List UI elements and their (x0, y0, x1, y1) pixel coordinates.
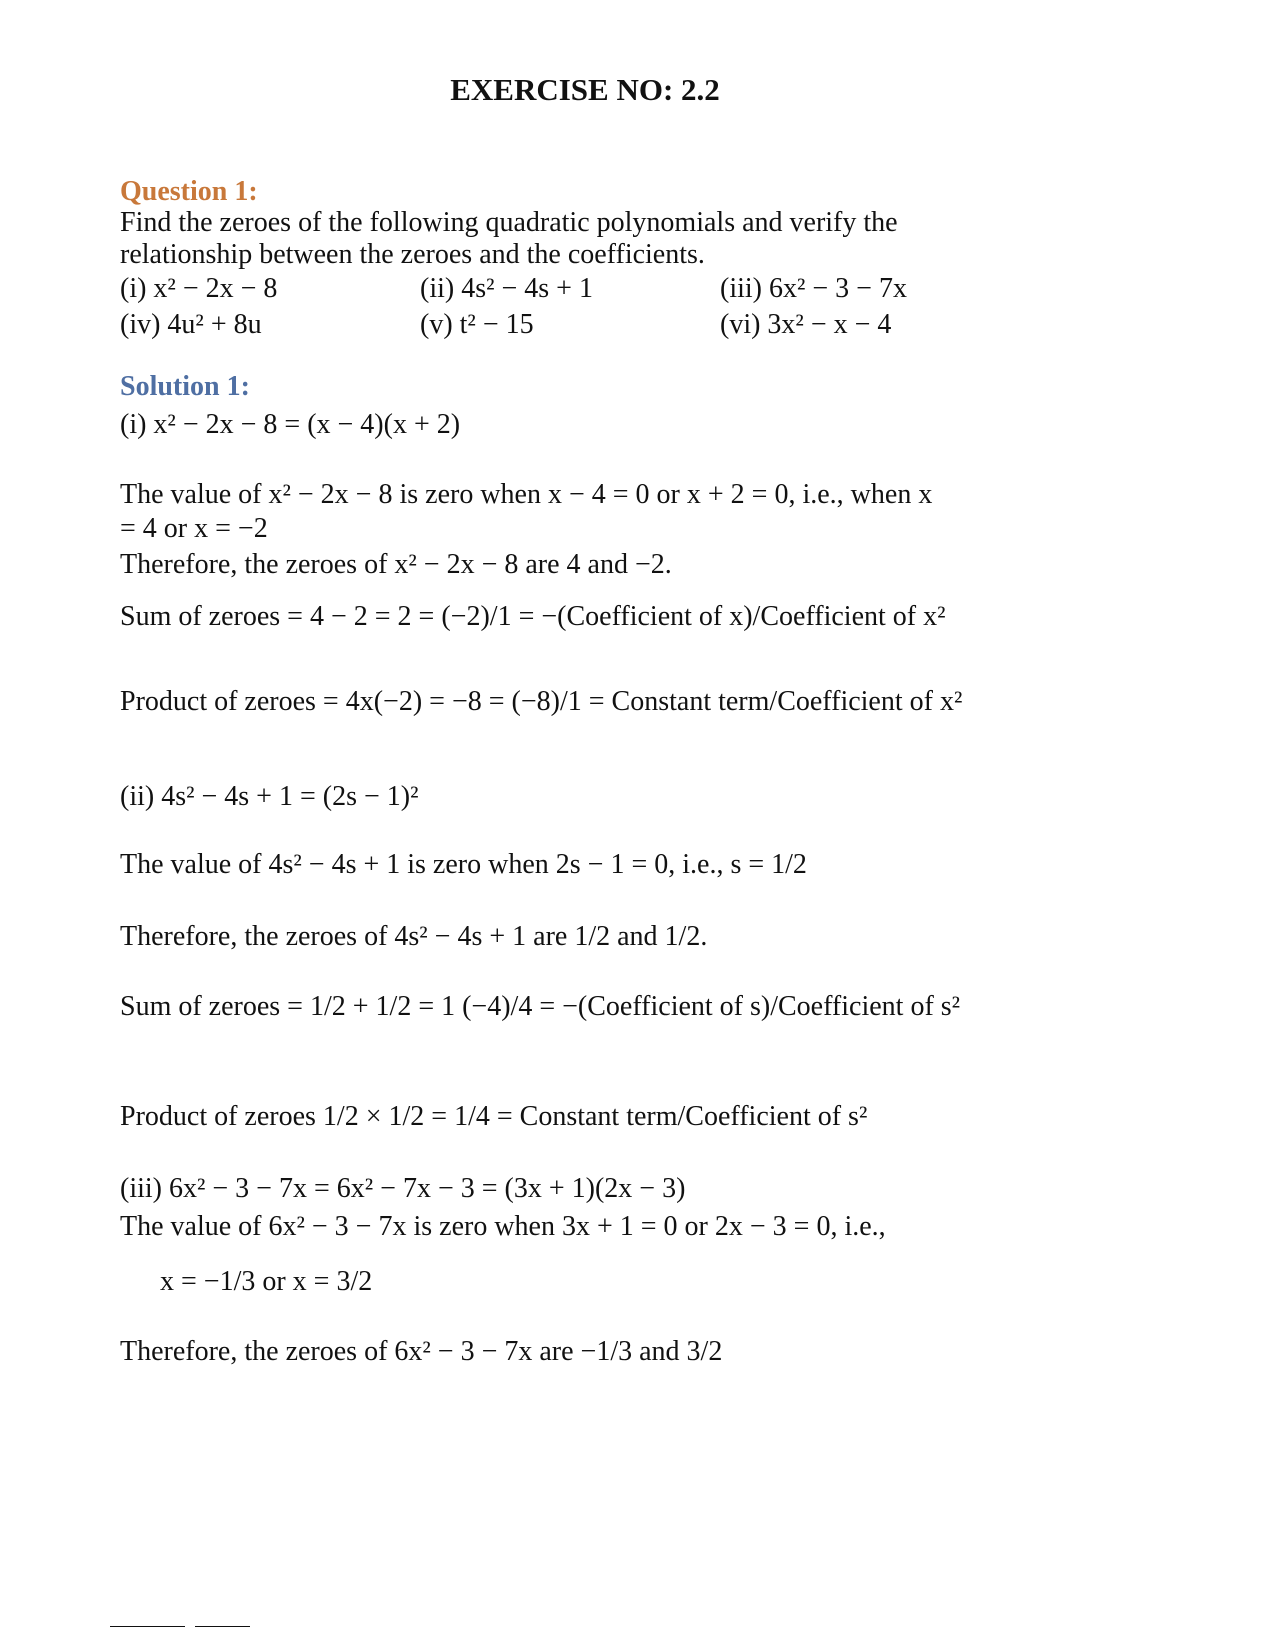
solution-iii-therefore: Therefore, the zeroes of 6x² − 3 − 7x are −1/3 and 3/2 (120, 1336, 723, 1367)
question-item-v: (v) t² − 15 (420, 309, 534, 340)
solution-i-product: Product of zeroes = 4x(−2) = −8 = (−8)/1 = Constant term/Coefficient of x² (120, 686, 963, 717)
question-heading: Question 1: (120, 176, 258, 207)
solution-i-therefore: Therefore, the zeroes of x² − 2x − 8 are 4 and −2. (120, 549, 672, 580)
solution-i-factorization: (i) x² − 2x − 8 = (x − 4)(x + 2) (120, 409, 461, 440)
solution-ii-product: Product of zeroes 1/2 × 1/2 = 1/4 = Constant term/Coefficient of s² (120, 1101, 868, 1132)
solution-ii-sum: Sum of zeroes = 1/2 + 1/2 = 1 (−4)/4 = −(Coefficient of s)/Coefficient of s² (120, 991, 961, 1022)
footer-rule-right (195, 1626, 250, 1627)
footer-rule-left (110, 1626, 185, 1627)
solution-iii-roots: x = −1/3 or x = 3/2 (160, 1266, 373, 1297)
question-item-iv: (iv) 4u² + 8u (120, 309, 262, 340)
question-item-ii: (ii) 4s² − 4s + 1 (420, 273, 593, 304)
solution-ii-factorization: (ii) 4s² − 4s + 1 = (2s − 1)² (120, 781, 419, 812)
solution-iii-value: The value of 6x² − 3 − 7x is zero when 3x + 1 = 0 or 2x − 3 = 0, i.e., (120, 1211, 886, 1242)
question-text-line-1: Find the zeroes of the following quadratic polynomials and verify the (120, 207, 898, 238)
page-title: EXERCISE NO: 2.2 (450, 72, 720, 107)
solution-i-value-line-2: = 4 or x = −2 (120, 513, 268, 544)
question-item-i: (i) x² − 2x − 8 (120, 273, 278, 304)
question-text-line-2: relationship between the zeroes and the coefficients. (120, 239, 705, 270)
question-item-vi: (vi) 3x² − x − 4 (720, 309, 892, 340)
solution-ii-therefore: Therefore, the zeroes of 4s² − 4s + 1 are 1/2 and 1/2. (120, 921, 708, 952)
question-item-iii: (iii) 6x² − 3 − 7x (720, 273, 907, 304)
solution-ii-value: The value of 4s² − 4s + 1 is zero when 2s − 1 = 0, i.e., s = 1/2 (120, 849, 807, 880)
solution-i-value-line-1: The value of x² − 2x − 8 is zero when x − 4 = 0 or x + 2 = 0, i.e., when x (120, 479, 933, 510)
solution-iii-factorization: (iii) 6x² − 3 − 7x = 6x² − 7x − 3 = (3x + 1)(2x − 3) (120, 1173, 686, 1204)
solution-heading: Solution 1: (120, 371, 250, 402)
solution-i-sum: Sum of zeroes = 4 − 2 = 2 = (−2)/1 = −(Coefficient of x)/Coefficient of x² (120, 601, 946, 632)
